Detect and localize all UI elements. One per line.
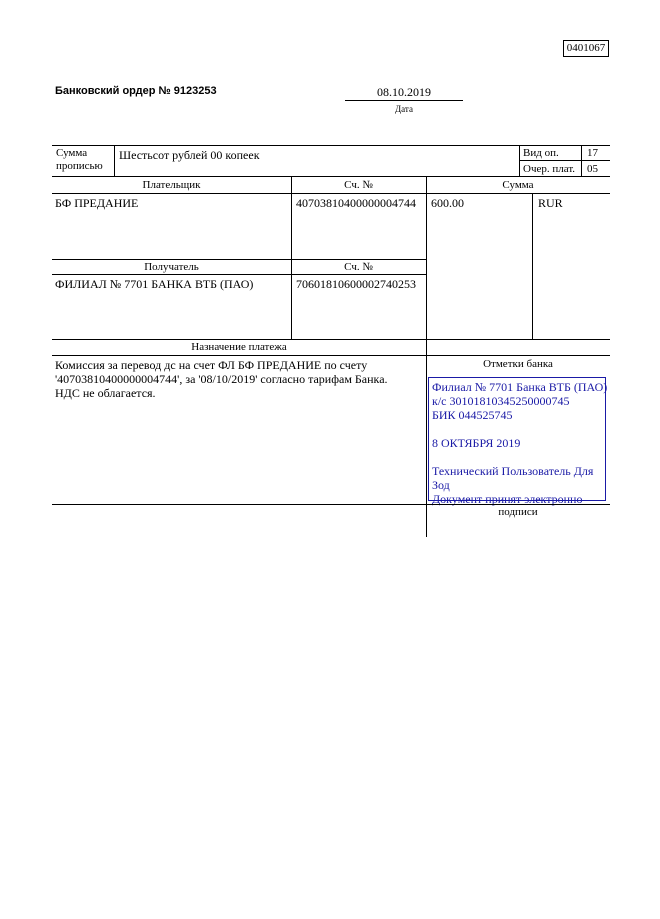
- date-value: 08.10.2019: [377, 85, 431, 99]
- row-line-payer-header-bottom: [52, 193, 610, 194]
- col-line-account: [291, 176, 292, 339]
- purpose-line-2: '40703810400000004744', за '08/10/2019' согласно тарифам Банка.: [55, 372, 388, 386]
- row-line-recipient-bottom: [52, 339, 610, 340]
- purpose-line-1: Комиссия за перевод дс на счет ФЛ БФ ПРЕДАНИЕ по счету: [55, 358, 368, 372]
- operation-type-value: 17: [587, 147, 598, 159]
- purpose-header: Назначение платежа: [191, 341, 287, 353]
- signature-line: [426, 504, 610, 505]
- sum-currency: RUR: [538, 196, 563, 210]
- stamp-corr-account: к/с 30101810345250000745: [432, 394, 570, 408]
- stamp-bic: БИК 044525745: [432, 408, 513, 422]
- recipient-header: Получатель: [144, 261, 199, 273]
- col-line-amount-label: [114, 145, 115, 176]
- recipient-account-header: Сч. №: [344, 261, 373, 273]
- amount-words-value: Шестьсот рублей 00 копеек: [119, 148, 260, 162]
- amount-words-label: [56, 147, 103, 173]
- amount-words-label-line2: прописью: [56, 160, 103, 172]
- row-line-operation: [519, 160, 610, 161]
- operation-type-label: Вид оп.: [523, 147, 559, 159]
- col-line-operation-left: [519, 145, 520, 176]
- payment-priority-label: Очер. плат.: [523, 163, 576, 175]
- payment-priority-value: 05: [587, 163, 598, 175]
- bank-stamp: [428, 377, 608, 506]
- page-title: Банковский ордер № 9123253: [55, 85, 217, 97]
- payer-name: БФ ПРЕДАНИЕ: [55, 196, 139, 210]
- purpose-line-3: НДС не облагается.: [55, 386, 156, 400]
- row-line-recipient-header-bottom: [52, 274, 426, 275]
- row-line-payer-bottom: [52, 259, 426, 260]
- signatures-label: подписи: [498, 506, 538, 518]
- stamp-user-line-2: Зод: [432, 478, 450, 492]
- purpose-text: [55, 358, 388, 400]
- bank-marks-header: Отметки банка: [483, 358, 553, 370]
- stamp-branch: Филиал № 7701 Банка ВТБ (ПАО): [432, 380, 608, 394]
- table-border-top: [52, 145, 610, 146]
- payer-header: Плательщик: [142, 179, 201, 191]
- sum-value: 600.00: [431, 196, 464, 210]
- form-code: 0401067: [563, 40, 609, 57]
- payer-account-header: Сч. №: [344, 179, 373, 191]
- recipient-name: ФИЛИАЛ № 7701 БАНКА ВТБ (ПАО): [55, 277, 254, 291]
- amount-words-label-line1: Сумма: [56, 147, 88, 159]
- row-line-purpose-bottom: [52, 504, 426, 505]
- col-line-sum-left: [426, 176, 427, 537]
- stamp-date: 8 ОКТЯБРЯ 2019: [432, 436, 521, 450]
- date-label: Дата: [395, 104, 413, 114]
- recipient-account: 70601810600002740253: [296, 277, 416, 291]
- sum-header: Сумма: [502, 179, 534, 191]
- payer-account: 40703810400000004744: [296, 196, 416, 210]
- col-line-operation-mid: [581, 145, 582, 176]
- col-line-sum-currency: [532, 193, 533, 339]
- date-underline: [345, 100, 463, 101]
- stamp-accepted: Документ принят электронно: [432, 492, 583, 506]
- row-line-purpose-header-bottom: [52, 355, 610, 356]
- row-line-amount-words-bottom: [52, 176, 610, 177]
- stamp-user-line-1: Технический Пользователь Для: [432, 464, 594, 478]
